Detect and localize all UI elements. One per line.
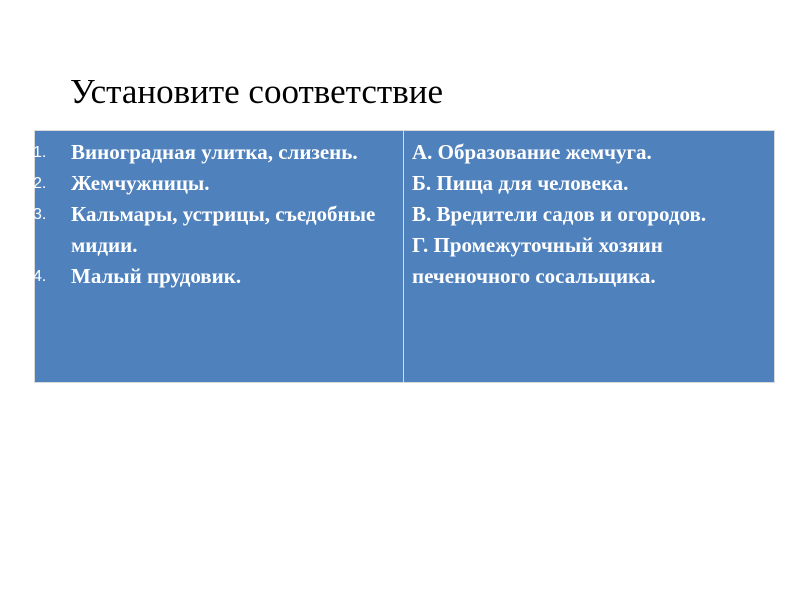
list-item-text: Кальмары, устрицы, съедобные мидии. [71, 202, 376, 257]
right-column-cell [404, 131, 775, 383]
list-item [35, 168, 397, 199]
list-item-number: 1. [33, 144, 47, 161]
matching-table [34, 130, 775, 383]
list-item-text: Виноградная улитка, слизень. [71, 140, 358, 164]
list-item [35, 137, 397, 168]
answer-list [404, 131, 774, 292]
list-item-text: Жемчужницы. [71, 171, 210, 195]
answer-item: А. Образование жемчуга. [412, 140, 652, 164]
numbered-list [35, 131, 403, 292]
table-row [35, 131, 775, 383]
answer-item: В. Вредители садов и огородов. [412, 202, 707, 226]
list-item-number: 3. [33, 206, 47, 223]
list-item-number: 4. [33, 268, 47, 285]
answer-item: Б. Пища для человека. [412, 171, 629, 195]
list-item [35, 199, 397, 261]
list-item-text: Малый прудовик. [71, 264, 242, 288]
left-column-cell [35, 131, 404, 383]
list-item-number: 2. [33, 175, 47, 192]
slide-title: Установите соответствие [70, 72, 444, 111]
answer-item: Г. Промежуточный хозяин печеночного сосальщика. [412, 233, 663, 288]
list-item [35, 261, 397, 292]
